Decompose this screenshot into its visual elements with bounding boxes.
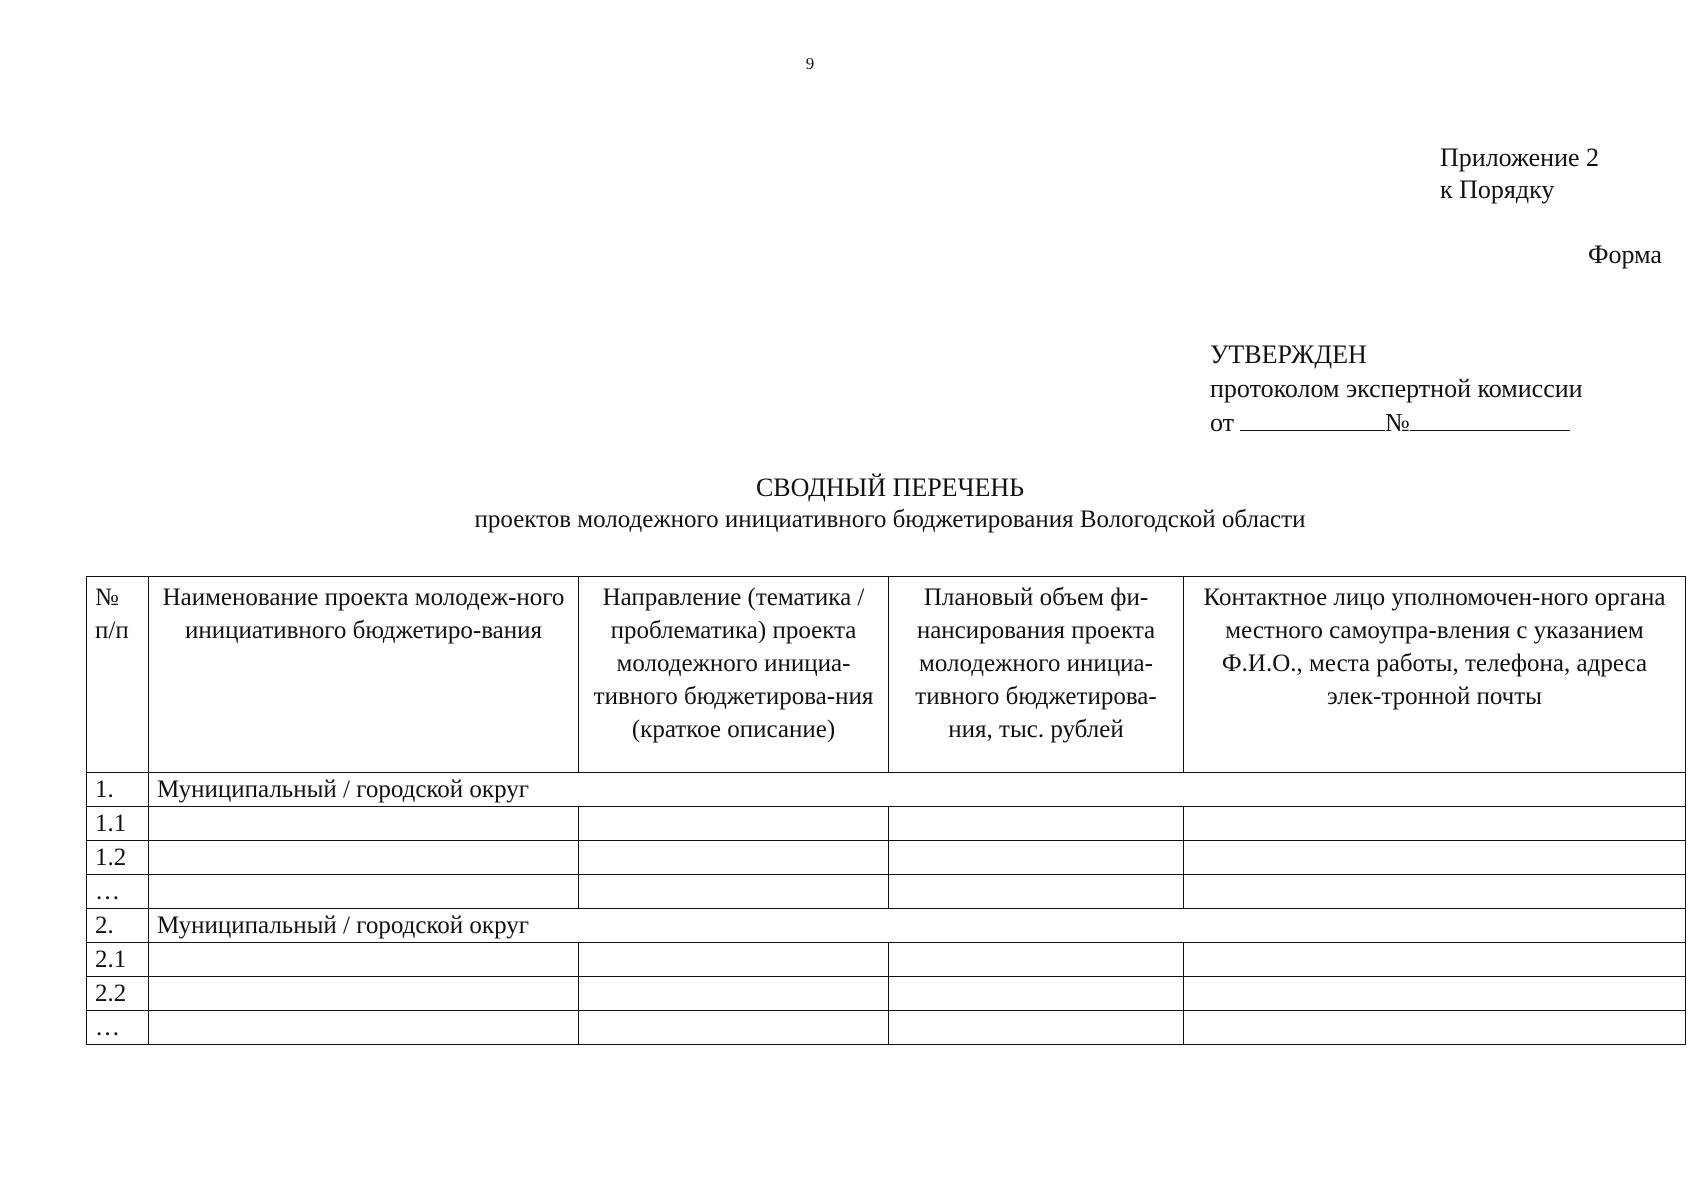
cell-financing [889, 875, 1184, 909]
cell-direction [579, 875, 889, 909]
table-row [87, 807, 1686, 841]
cell-contact [1184, 1011, 1686, 1045]
cell-financing [889, 841, 1184, 875]
group-label: Муниципальный / городской округ [149, 909, 1686, 943]
table-header-row [87, 577, 1686, 773]
header-project-name: Наименование проекта молодеж-ного инициативного бюджетиро-вания [149, 577, 579, 773]
cell-contact [1184, 807, 1686, 841]
group-label: Муниципальный / городской округ [149, 773, 1686, 807]
cell-project-name [149, 1011, 579, 1045]
cell-direction [579, 943, 889, 977]
approval-date-line [1210, 406, 1583, 440]
cell-project-name [149, 977, 579, 1011]
appendix-block [1440, 142, 1599, 206]
cell-contact [1184, 977, 1686, 1011]
row-number: 2.2 [87, 977, 149, 1011]
form-label: Форма [1588, 240, 1662, 269]
cell-project-name [149, 943, 579, 977]
cell-direction [579, 1011, 889, 1045]
document-title: СВОДНЫЙ ПЕРЕЧЕНЬ [755, 473, 1025, 502]
header-financing: Плановый объем фи-нансирования проекта молодежного инициа-тивного бюджетирова-ния, тыс. рублей [889, 577, 1184, 773]
cell-contact [1184, 841, 1686, 875]
document-subtitle: проектов молодежного инициативного бюджетирования Вологодской области [474, 506, 1306, 533]
table-row [87, 841, 1686, 875]
approval-number-label: № [1385, 408, 1410, 437]
table-row-group [87, 909, 1686, 943]
row-number: … [87, 1011, 149, 1045]
cell-financing [889, 943, 1184, 977]
header-contact: Контактное лицо уполномочен-ного органа местного самоупра-вления с указанием Ф.И.О., места работы, телефона, адреса элек-тронной почты [1184, 577, 1686, 773]
header-direction: Направление (тематика / проблематика) проекта молодежного инициа-тивного бюджетирова-ния (краткое описание) [579, 577, 889, 773]
cell-direction [579, 841, 889, 875]
header-number: № п/п [87, 577, 149, 773]
number-blank-field [1410, 406, 1570, 431]
table-row [87, 943, 1686, 977]
cell-contact [1184, 875, 1686, 909]
approval-from-label: от [1210, 408, 1235, 437]
row-number: 1.2 [87, 841, 149, 875]
approval-protocol: протоколом экспертной комиссии [1210, 374, 1583, 403]
cell-financing [889, 977, 1184, 1011]
table-row [87, 875, 1686, 909]
cell-contact [1184, 943, 1686, 977]
appendix-line-1: Приложение 2 [1440, 143, 1600, 172]
row-number: 2. [87, 909, 149, 943]
date-blank-field [1240, 406, 1385, 431]
cell-direction [579, 977, 889, 1011]
page-number: 9 [805, 54, 815, 73]
cell-direction [579, 807, 889, 841]
cell-project-name [149, 841, 579, 875]
approval-title: УТВЕРЖДЕН [1210, 340, 1367, 369]
row-number: 1. [87, 773, 149, 807]
approval-block [1210, 338, 1583, 440]
cell-financing [889, 807, 1184, 841]
cell-project-name [149, 875, 579, 909]
table-row-group [87, 773, 1686, 807]
row-number: 1.1 [87, 807, 149, 841]
cell-project-name [149, 807, 579, 841]
table-row [87, 1011, 1686, 1045]
summary-table [86, 576, 1686, 1045]
table-row [87, 977, 1686, 1011]
row-number: 2.1 [87, 943, 149, 977]
cell-financing [889, 1011, 1184, 1045]
row-number: … [87, 875, 149, 909]
appendix-line-2: к Порядку [1440, 175, 1555, 204]
